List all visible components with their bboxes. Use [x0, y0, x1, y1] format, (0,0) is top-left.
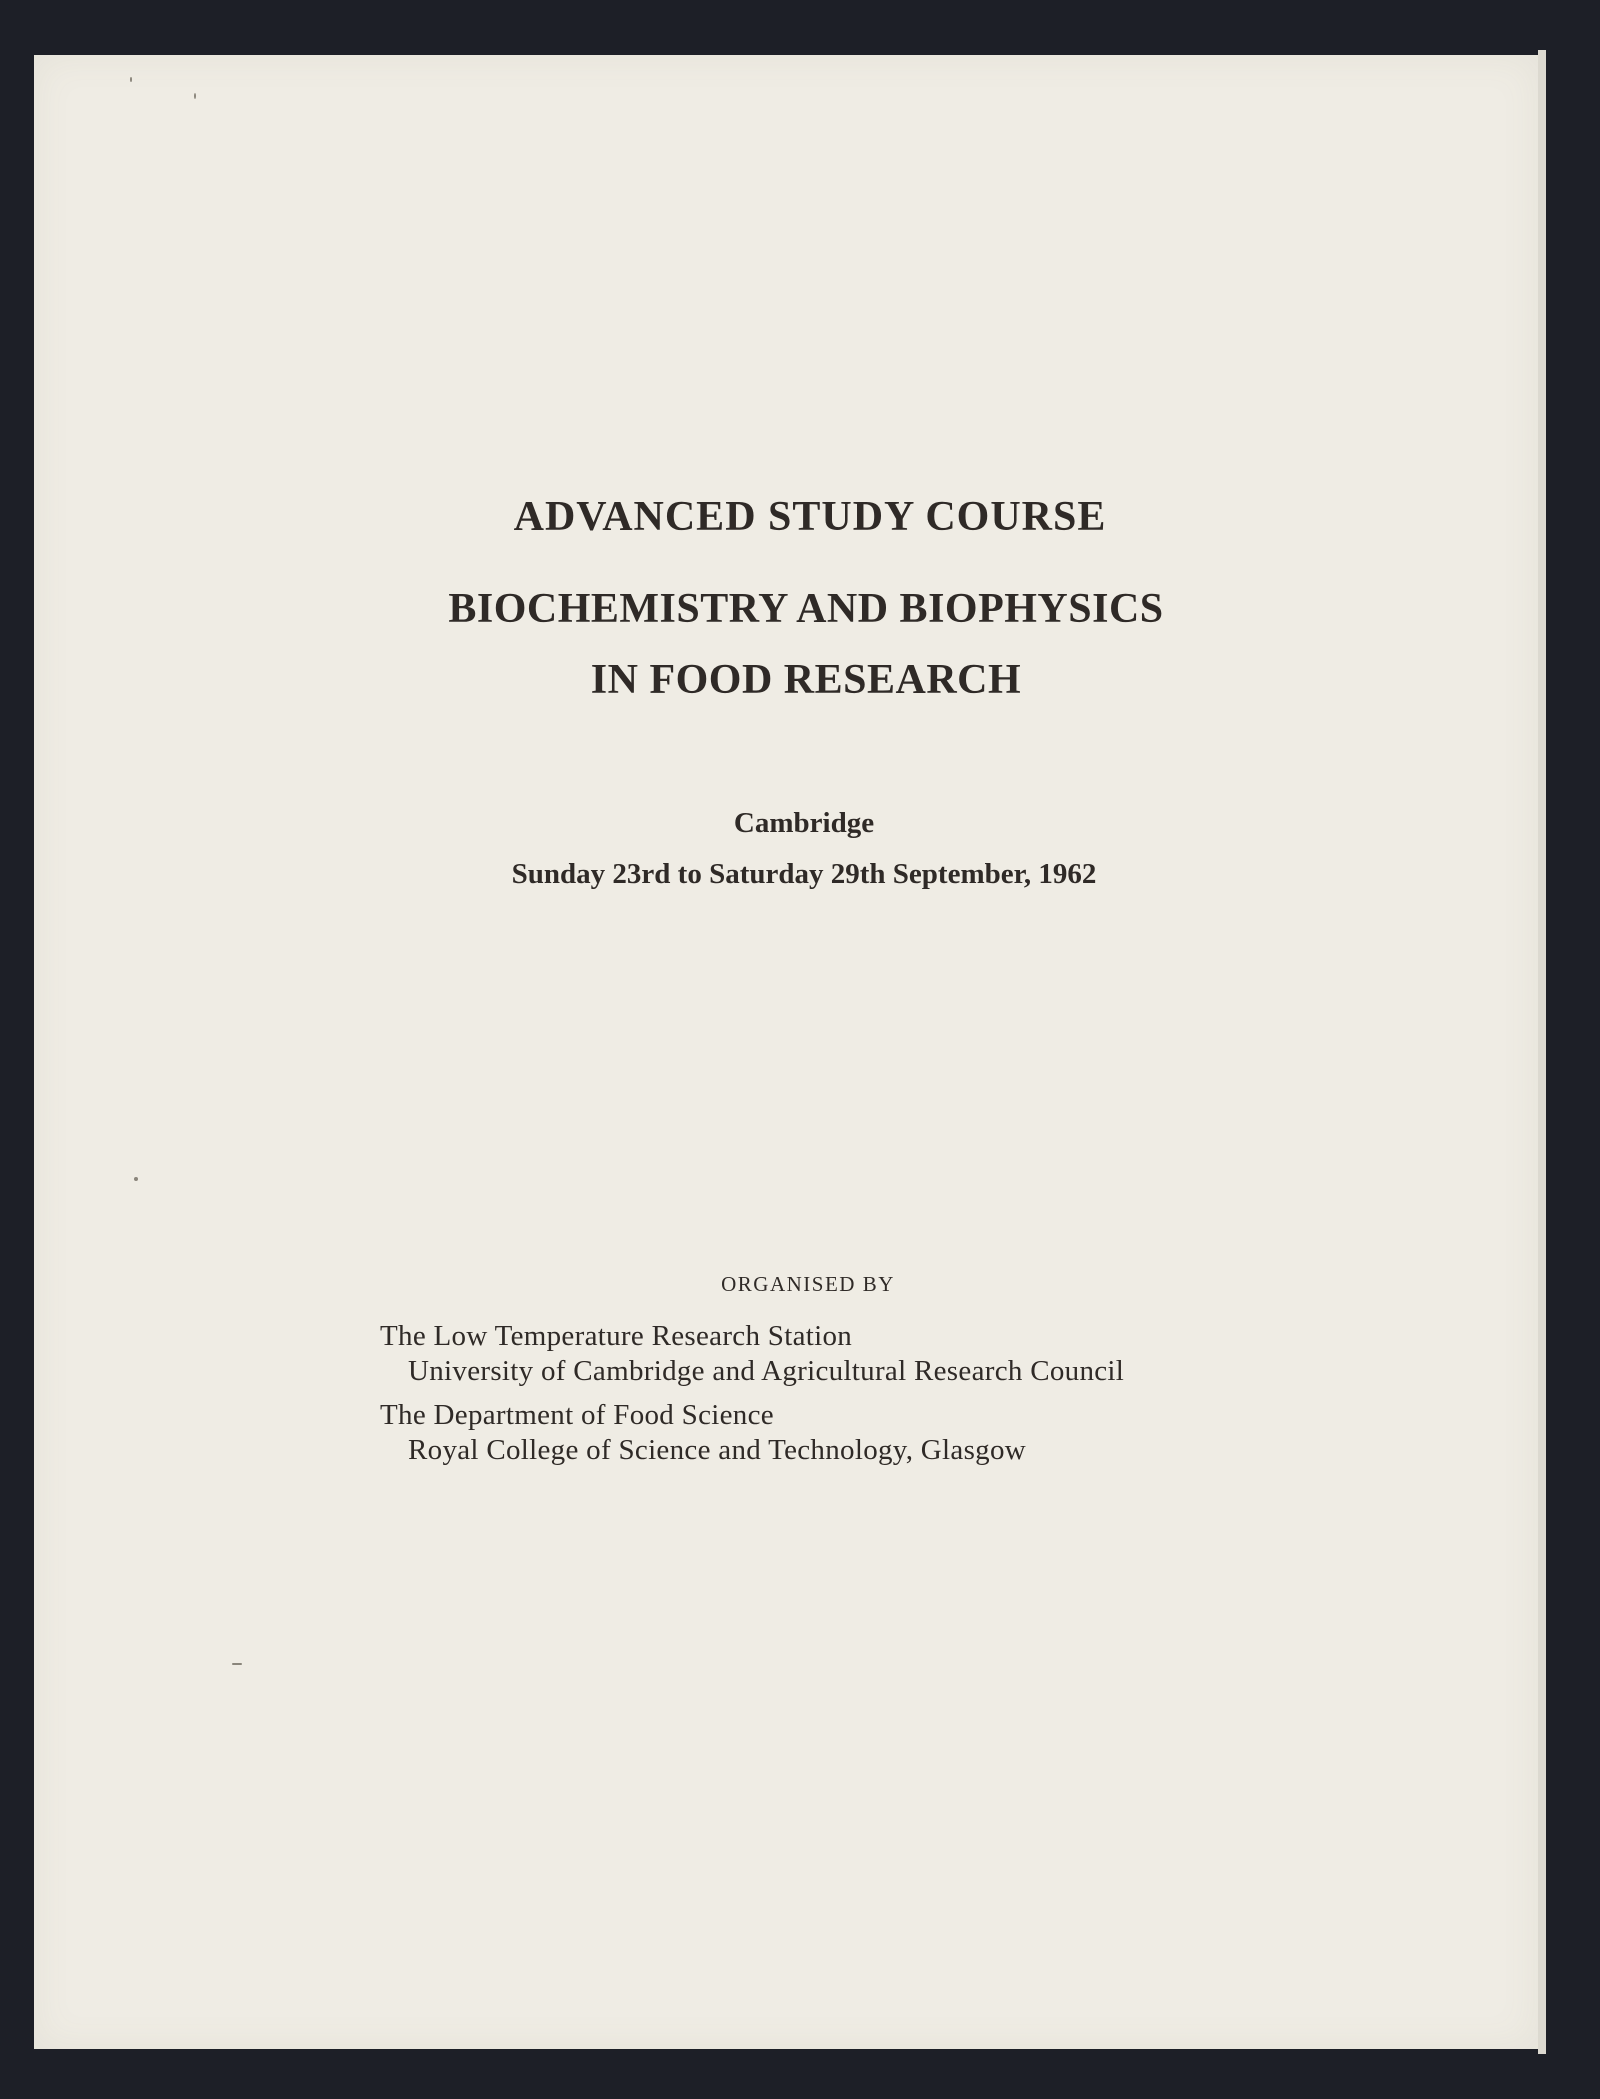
course-subject-line-2: IN FOOD RESEARCH: [590, 657, 1022, 703]
paper-speck: [134, 1177, 138, 1181]
organised-by-label: ORGANISED BY: [721, 1272, 895, 1296]
paper-speck: [194, 93, 196, 99]
organiser-1-affiliation: University of Cambridge and Agricultural Research Council: [408, 1355, 1125, 1387]
document-page: [34, 55, 1538, 2049]
page-edge: [1538, 50, 1546, 2054]
course-dates: Sunday 23rd to Saturday 29th September, 1962: [511, 858, 1097, 890]
organiser-2-affiliation: Royal College of Science and Technology, Glasgow: [408, 1434, 1027, 1466]
organiser-1-name: The Low Temperature Research Station: [380, 1320, 853, 1352]
paper-speck: [232, 1663, 242, 1665]
organiser-2-name: The Department of Food Science: [380, 1399, 774, 1431]
course-subject-line-1: BIOCHEMISTRY AND BIOPHYSICS: [448, 586, 1164, 632]
paper-speck: [130, 77, 132, 82]
course-location: Cambridge: [733, 807, 875, 839]
course-title: ADVANCED STUDY COURSE: [513, 494, 1107, 540]
